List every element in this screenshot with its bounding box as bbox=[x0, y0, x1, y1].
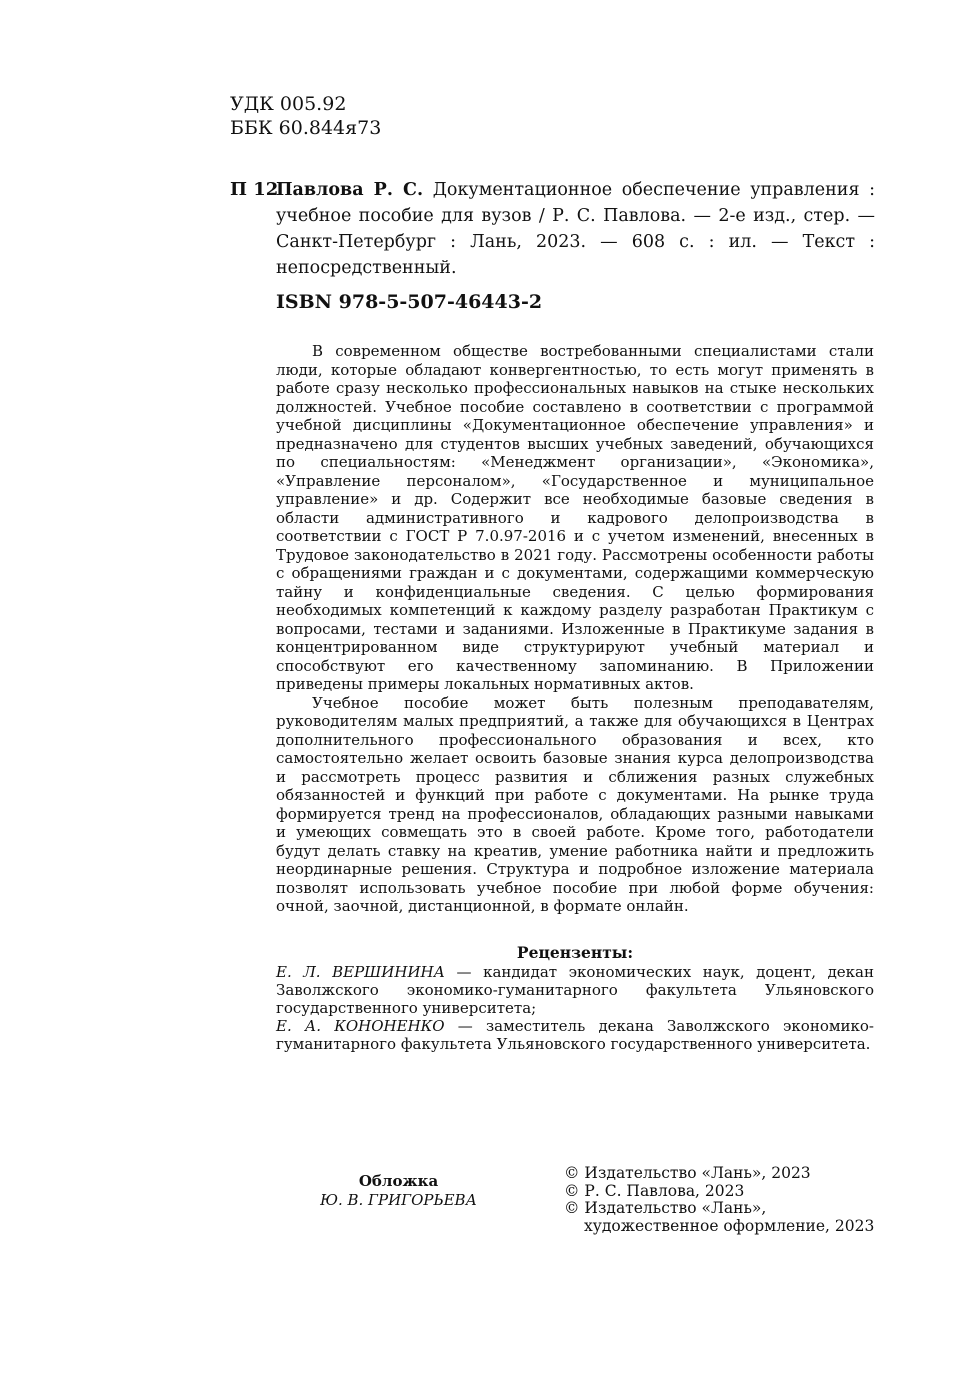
isbn: ISBN 978-5-507-46443-2 bbox=[276, 291, 543, 313]
reviewer-details: — заместитель декана Заволжского экономико-гуманитарного факультета Ульяновского государственного университета. bbox=[276, 1017, 874, 1053]
reviewers-heading: Рецензенты: bbox=[516, 943, 634, 962]
cover-credit bbox=[276, 1172, 521, 1210]
classification-block bbox=[230, 92, 381, 140]
cover-label: Обложка bbox=[358, 1172, 439, 1190]
reviewer-name: Е. А. КОНОНЕНКО bbox=[276, 1017, 445, 1035]
annotation bbox=[276, 342, 874, 916]
annotation-paragraph: В современном обществе востребованными специалистами стали люди, которые обладают конвергентностью, то есть могут применять в работе сразу несколько профессиональных навыков на стыке нескольких должностей. Учебное пособие составлено в соответствии с программой учебной дисциплины «Документационное обеспечение управления» и предназначено для студентов высших учебных заведений, обучающихся по специальностям: «Менеджмент организации», «Экономика», «Управление персоналом», «Государственное и муниципальное управление» и др. Содержит все необходимые базовые сведения в области административного и кадрового делопроизводства в соответствии с ГОСТ Р 7.0.97-2016 и с учетом изменений, внесенных в Трудовое законодательство в 2021 году. Рассмотрены особенности работы с обращениями граждан и с документами, содержащими коммерческую тайну и конфиденциальные сведения. С целью формирования необходимых компетенций к каждому разделу разработан Практикум с вопросами, тестами и заданиями. Изложенные в Практикуме задания в концентрированном виде структурируют учебный материал и способствуют его качественному запоминанию. В Приложении приведены примеры локальных нормативных актов. bbox=[276, 342, 874, 693]
catalog-entry bbox=[230, 177, 875, 281]
bibliographic-description bbox=[276, 177, 875, 281]
reviewers-block bbox=[276, 944, 874, 1053]
author-name: Павлова Р. С. bbox=[276, 180, 424, 200]
bbk-code: ББК 60.844я73 bbox=[230, 117, 382, 139]
reviewer-name: Е. Л. ВЕРШИНИНА bbox=[276, 963, 445, 981]
copyright-line: © Издательство «Лань», 2023 bbox=[564, 1164, 811, 1182]
copyright-line: художественное оформление, 2023 bbox=[584, 1216, 875, 1235]
reviewer-details: — кандидат экономических наук, доцент, декан Заволжского экономико-гуманитарного факультета Ульяновского государственного университета; bbox=[276, 963, 874, 1017]
reviewer-entry bbox=[276, 1017, 874, 1053]
description-text: Документационное обеспечение управления : учебное пособие для вузов / Р. С. Павлова. — 2-е изд., стер. — Санкт-Петербург : Лань, 2023. — 608 с. : ил. — Текст : непосредственный. bbox=[276, 180, 875, 278]
cover-designer: Ю. В. ГРИГОРЬЕВА bbox=[320, 1191, 477, 1209]
author-mark: П 12 bbox=[230, 179, 279, 200]
copyright-block bbox=[564, 1165, 884, 1235]
copyright-line: © Издательство «Лань», bbox=[564, 1199, 767, 1217]
annotation-paragraph: Учебное пособие может быть полезным преподавателям, руководителям малых предприятий, а также для обучающихся в Центрах дополнительного профессионального образования и всех, кто самостоятельно желает освоить базовые знания курса делопроизводства и рассмотреть процесс развития и сближения разных служебных обязанностей и функций при работе с документами. На рынке труда формируется тренд на профессионалов, обладающих разными навыками и умеющих совмещать это в своей работе. Кроме того, работодатели будут делать ставку на креатив, умение работника найти и предложить неординарные решения. Структура и подробное изложение материала позволят использовать учебное пособие при любой форме обучения: очной, заочной, дистанционной, в формате онлайн. bbox=[276, 693, 874, 915]
udk-code: УДК 005.92 bbox=[230, 93, 347, 115]
copyright-line: © Р. С. Павлова, 2023 bbox=[564, 1181, 745, 1200]
reviewer-entry bbox=[276, 963, 874, 1017]
